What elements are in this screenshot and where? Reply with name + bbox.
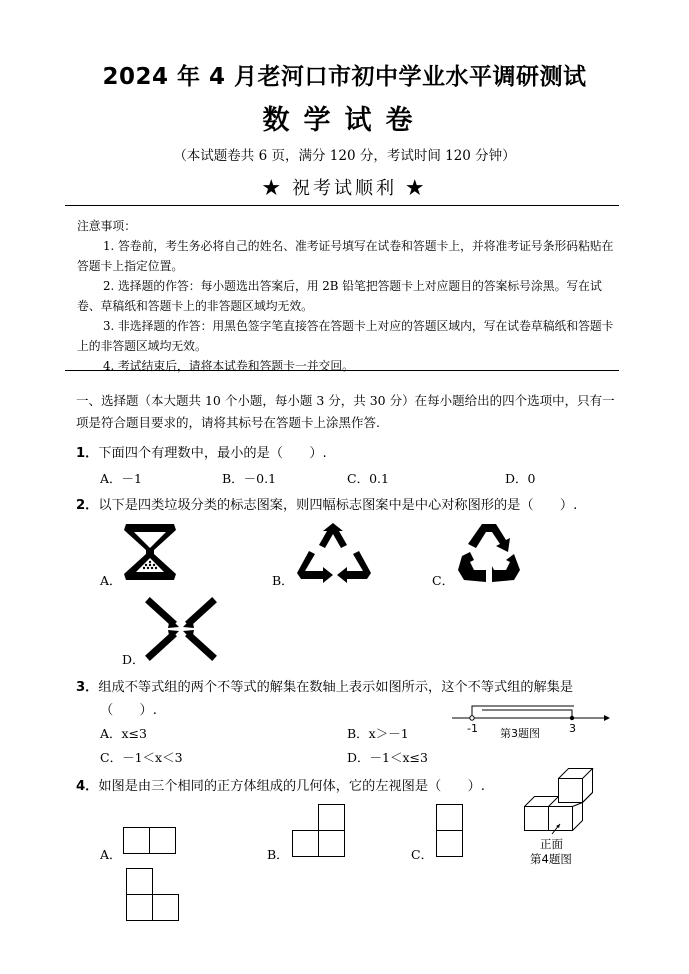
notice-block [77,216,617,376]
question-number: 3． [76,680,99,695]
question-4 [76,775,485,794]
q4-label-a[interactable]: A． [100,847,122,862]
notice-heading: 注意事项： [77,219,136,233]
question-number: 4． [76,779,99,794]
q1-option-d[interactable]: D．0 [505,471,536,486]
figure-4-caption: 第4题图 [530,852,572,866]
front-label: 正面 [540,837,563,851]
q1-option-a[interactable]: A．－1 [100,471,142,486]
view-option-d [126,868,182,924]
q2-label-c[interactable]: C． [432,573,455,588]
question-3 [76,676,573,695]
question-number: 2． [76,498,99,513]
notice-item: 2. 选择题的作答：每小题选出答案后，用 2B 铅笔把答题卡上对应题目的答案标号涂黑。写在试卷、草稿纸和答题卡上的非答题区域均无效。 [77,279,602,313]
exam-title: 2024 年 4 月老河口市初中学业水平调研测试 [102,64,587,90]
recycle-symbol-c-icon [456,520,522,584]
axis-label-3: 3 [569,722,576,735]
q2-label-b[interactable]: B． [272,573,294,588]
q1-option-b[interactable]: B．－0.1 [222,471,277,486]
question-text: 组成不等式组的两个不等式的解集在数轴上表示如图所示，这个不等式组的解集是 [98,680,574,695]
notice-item: 1. 答卷前，考生务必将自己的姓名、准考证号填写在试卷和答题卡上，并将准考证号条形码粘贴在答题卡上指定位置。 [77,239,614,273]
recycle-symbol-b-icon [295,523,373,583]
question-text: 以下是四类垃圾分类的标志图案，则四幅标志图案中是中心对称图形的是（ ）. [98,498,578,513]
divider-bottom [65,370,619,371]
view-option-c [436,804,466,858]
question-text: 下面四个有理数中，最小的是（ ）. [98,446,327,461]
view-option-a [123,827,179,855]
q3-option-a[interactable]: A．x≤3 [100,726,148,741]
section-intro [76,390,621,434]
question-text: 如图是由三个相同的正方体组成的几何体，它的左视图是（ ）. [98,779,486,794]
q2-label-a[interactable]: A． [100,573,122,588]
figure-3-caption: 第3题图 [500,727,540,740]
q3-option-b[interactable]: B．x＞－1 [347,726,409,741]
q3-option-c[interactable]: C．－1＜x＜3 [100,750,183,765]
wish-line: ★ 祝考试顺利 ★ [262,178,427,199]
view-option-b [292,804,348,858]
section-intro-text: 一、选择题（本大题共 10 个小题，每小题 3 分，共 30 分）在每小题给出的四个选项中，只有一项是符合题目要求的，请将其标号在答题卡上涂黑作答. [76,393,615,430]
question-3-cont: （ ）. [100,703,157,718]
q1-option-c[interactable]: C．0.1 [347,471,389,486]
subject-title: 数学试卷 [262,105,427,136]
exam-info: （本试题卷共 6 页，满分 120 分，考试时间 120 分钟） [173,148,516,164]
q3-option-d[interactable]: D．－1＜x≤3 [347,750,428,765]
cube-solid-figure [522,768,594,838]
axis-label-minus1: -1 [467,722,478,735]
recycle-symbol-d-icon [146,598,216,660]
notice-item: 3. 非选择题的作答：用黑色签字笔直接答在答题卡上对应的答题区域内，写在试卷草稿纸和答题卡上的非答题区域均无效。 [77,319,614,353]
q2-label-d[interactable]: D． [122,652,145,667]
question-1 [76,442,327,461]
divider-top [65,205,619,206]
notice-item: 4. 考试结束后，请将本试卷和答题卡一并交回。 [103,359,354,373]
question-2 [76,494,577,513]
recycle-symbol-a-icon [120,520,180,584]
q4-label-c[interactable]: C． [411,847,434,862]
q4-label-b[interactable]: B． [267,847,289,862]
question-number: 1． [76,446,99,461]
